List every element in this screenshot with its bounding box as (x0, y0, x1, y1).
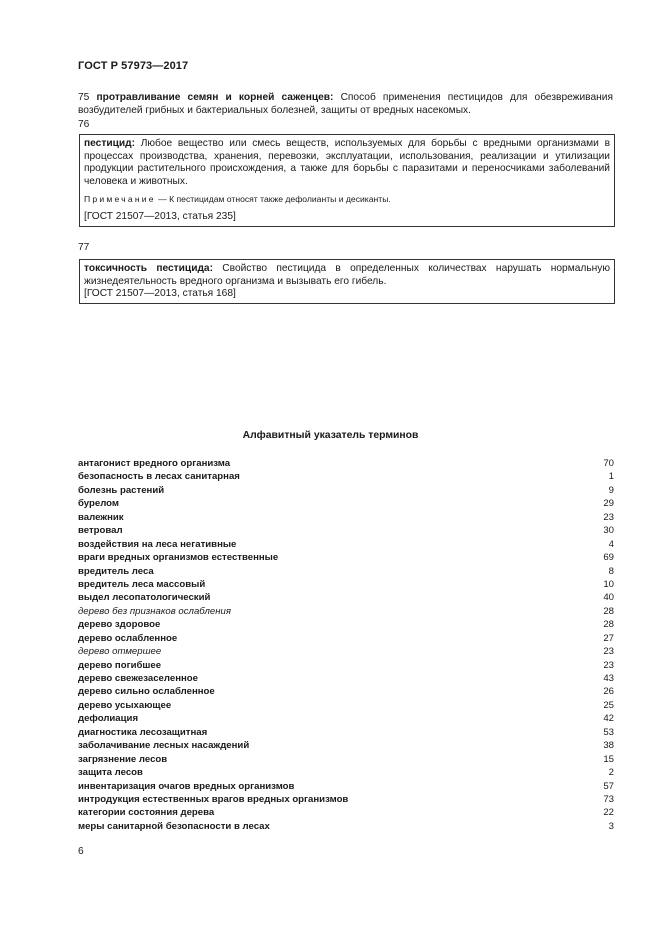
term-source: [ГОСТ 21507—2013, статья 235] (84, 211, 236, 223)
index-page-ref: 69 (603, 552, 614, 564)
index-page-ref: 70 (603, 458, 614, 469)
index-item (78, 685, 614, 698)
index-term: дефолиация (78, 713, 139, 725)
index-item (78, 739, 614, 752)
index-page-ref: 22 (603, 807, 614, 819)
index-page-ref: 28 (603, 605, 614, 617)
index-term: заболачивание лесных насаждений (78, 740, 250, 752)
index-term: категории состояния дерева (78, 807, 215, 819)
term-box-77 (79, 259, 615, 304)
term-definition-block (84, 263, 610, 288)
index-term: интродукция естественных врагов вредных организмов (78, 793, 349, 805)
index-item (78, 820, 614, 833)
index-page-ref: 8 (608, 565, 614, 577)
index-item (78, 457, 614, 470)
index-term: выдел лесопатологический (78, 592, 211, 604)
index-term: инвентаризация очагов вредных организмов (78, 780, 295, 792)
index-item (78, 565, 614, 578)
term-definition: Любое вещество или смесь веществ, используемых для борьбы с вредными организмами в процессах производства, хранения, перевозки, эксплуатации, использования, реализации и утилизации продукции растительного происхождения, а также для борьбы с паразитами и переносчиками заболеваний человека и животных. (84, 138, 610, 187)
document-header: ГОСТ Р 57973—2017 (78, 60, 189, 72)
index-item (78, 672, 614, 685)
index-item (78, 538, 614, 551)
index-page-ref: 38 (603, 740, 614, 752)
index-item (78, 806, 614, 819)
index-page-ref: 26 (603, 686, 614, 698)
index-term: дерево без признаков ослабления (78, 605, 231, 617)
index-term: диагностика лесозащитная (78, 726, 208, 738)
page-number: 6 (78, 846, 84, 857)
index-title: Алфавитный указатель терминов (242, 430, 419, 441)
term-source: [ГОСТ 21507—2013, статья 168] (84, 288, 236, 300)
terms-index-list (78, 457, 614, 833)
note-text: — К пестицидам относят также дефолианты и десиканты. (158, 194, 391, 205)
index-item (78, 618, 614, 631)
index-page-ref: 3 (608, 820, 614, 832)
index-item (78, 605, 614, 618)
index-term: болезнь растений (78, 484, 165, 496)
index-page-ref: 4 (608, 538, 614, 550)
index-term: защита лесов (78, 767, 143, 779)
index-page-ref: 42 (603, 713, 614, 725)
note-label: Примечание (84, 194, 156, 205)
index-term: дерево свежезаселенное (78, 673, 198, 684)
index-item (78, 699, 614, 712)
index-page-ref: 23 (603, 646, 614, 658)
index-item (78, 497, 614, 510)
term-heading: токсичность пестицида: (84, 263, 213, 274)
index-page-ref: 10 (603, 578, 614, 590)
index-term: дерево отмершее (78, 646, 162, 658)
index-term: враги вредных организмов естественные (78, 552, 279, 564)
index-page-ref: 23 (603, 511, 614, 523)
index-page-ref: 15 (603, 753, 614, 765)
index-page-ref: 73 (603, 793, 614, 805)
index-item (78, 551, 614, 564)
index-term: вредитель леса (78, 565, 154, 577)
index-item (78, 780, 614, 793)
index-item (78, 470, 614, 483)
index-item (78, 659, 614, 672)
index-term: дерево здоровое (78, 619, 161, 631)
entry-number-77: 77 (78, 242, 90, 253)
index-item (78, 484, 614, 497)
index-item (78, 591, 614, 604)
index-term: ветровал (78, 525, 123, 537)
index-term: антагонист вредного организма (78, 458, 231, 469)
index-page-ref: 1 (608, 471, 614, 483)
term-heading: пестицид: (84, 138, 135, 149)
index-term: меры санитарной безопасности в лесах (78, 820, 270, 832)
term-definition: Свойство пестицида в определенных количествах нарушать нормальную жизнедеятельность вредного организма и вызывать его гибель. (84, 263, 610, 287)
index-item (78, 645, 614, 658)
index-term: дерево ослабленное (78, 632, 178, 644)
index-page-ref: 25 (603, 699, 614, 711)
index-page-ref: 2 (608, 767, 614, 779)
term-heading: протравливание семян и корней саженцев: (96, 92, 334, 103)
term-definition-block (84, 138, 610, 188)
index-term: дерево погибшее (78, 659, 162, 671)
index-page-ref: 53 (603, 726, 614, 738)
index-item (78, 511, 614, 524)
index-term: дерево сильно ослабленное (78, 686, 215, 698)
index-item (78, 753, 614, 766)
index-page-ref: 43 (603, 673, 614, 684)
index-page-ref: 23 (603, 659, 614, 671)
index-page-ref: 30 (603, 525, 614, 537)
term-box-76 (79, 134, 615, 227)
index-item (78, 578, 614, 591)
index-page-ref: 27 (603, 632, 614, 644)
index-term: загрязнение лесов (78, 753, 168, 765)
index-term: воздействия на леса негативные (78, 538, 237, 550)
index-page-ref: 57 (603, 780, 614, 792)
entry-number-76: 76 (78, 119, 90, 130)
index-page-ref: 28 (603, 619, 614, 631)
index-page-ref: 40 (603, 592, 614, 604)
term-note (84, 194, 610, 205)
index-term: безопасность в лесах санитарная (78, 471, 240, 483)
index-page-ref: 29 (603, 498, 614, 510)
index-page-ref: 9 (608, 484, 614, 496)
index-term: валежник (78, 511, 124, 523)
index-term: дерево усыхающее (78, 699, 172, 711)
index-item (78, 766, 614, 779)
index-item (78, 524, 614, 537)
index-item (78, 712, 614, 725)
term-entry-75 (78, 92, 613, 117)
entry-number: 75 (78, 92, 90, 103)
index-item (78, 793, 614, 806)
index-item (78, 726, 614, 739)
index-term: бурелом (78, 498, 120, 510)
index-item (78, 632, 614, 645)
term-definition: Способ применения пестицидов для обезвреживания возбудителей грибных и бактериальных болезней, защиты от вредных насекомых. (78, 92, 613, 116)
index-term: вредитель леса массовый (78, 578, 206, 590)
